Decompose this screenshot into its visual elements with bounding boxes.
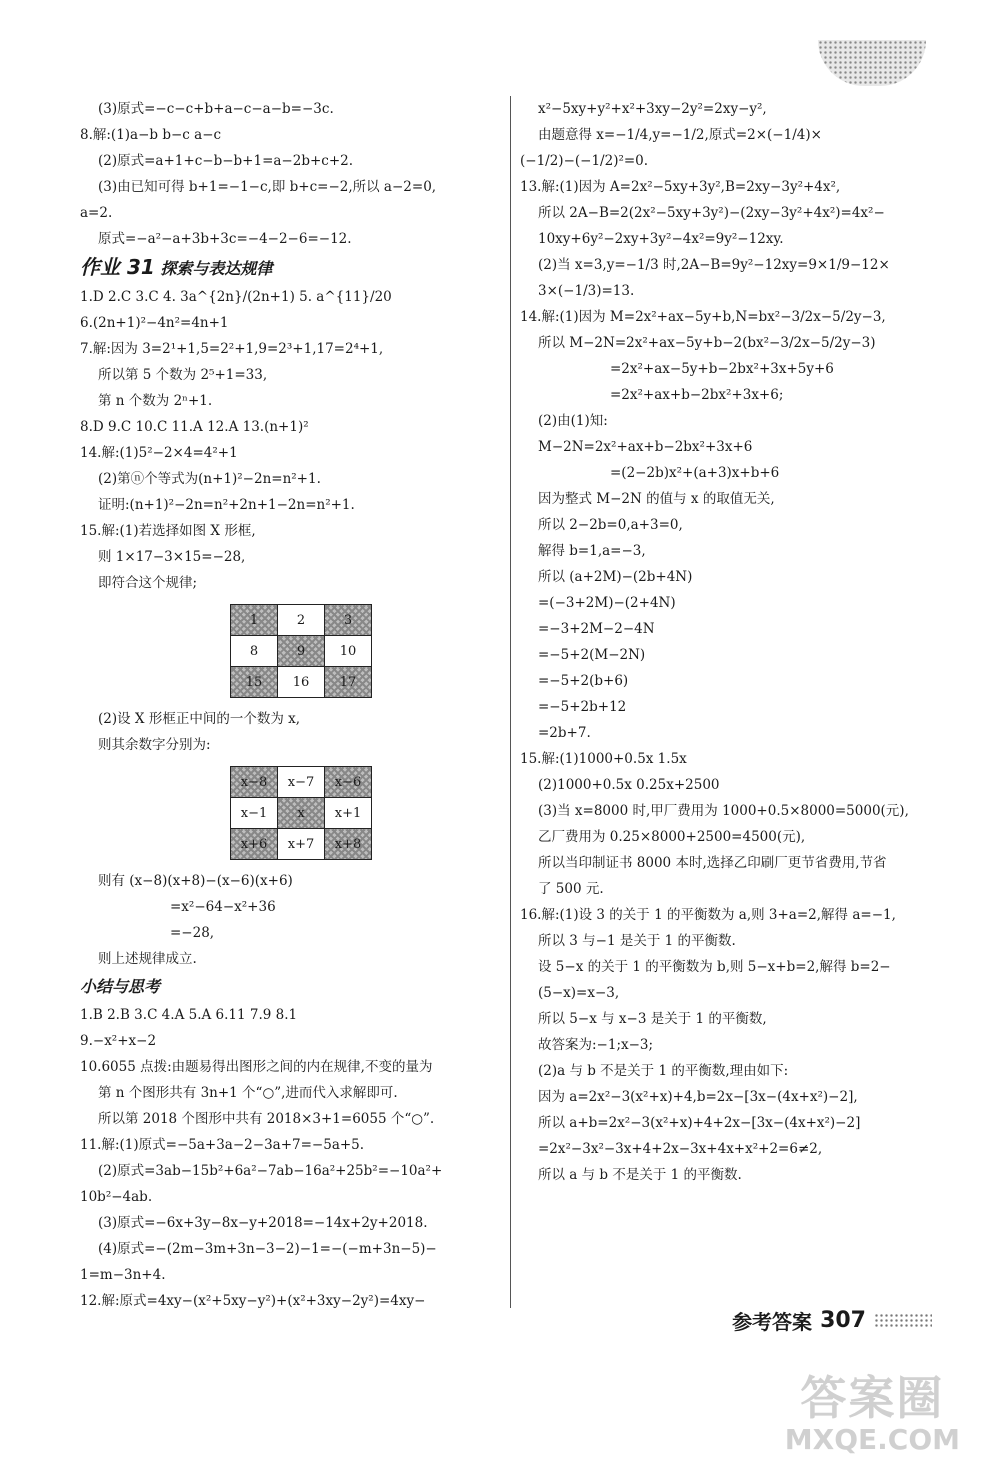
text-line: 第 n 个数为 2ⁿ+1. xyxy=(98,393,213,409)
text-line: 所以 2A−B=2(2x²−5xy+3y²)−(2xy−3y²+4x²)=4x²− xyxy=(538,205,885,221)
text-line: 11.解:(1)原式=−5a+3a−2−3a+7=−5a+5. xyxy=(80,1137,365,1153)
text-line: 6.(2n+1)²−4n²=4n+1 xyxy=(80,315,229,331)
text-line: 第 n 个图形共有 3n+1 个“○”,进而代入求解即可. xyxy=(98,1085,398,1101)
grid-cell: x−7 xyxy=(278,767,325,798)
text-line: 设 5−x 的关于 1 的平衡数为 b,则 5−x+b=2,解得 b=2− xyxy=(538,959,891,975)
text-line: (2)第ⓝ个等式为(n+1)²−2n=n²+1. xyxy=(98,471,321,487)
text-line: =−28, xyxy=(170,925,215,941)
grid-cell: 16 xyxy=(278,667,325,698)
watermark xyxy=(785,1372,960,1456)
text-line: 则有 (x−8)(x+8)−(x−6)(x+6) xyxy=(98,873,293,889)
section-heading xyxy=(80,252,500,284)
text-line: 16.解:(1)设 3 的关于 1 的平衡数为 a,则 3+a=2,解得 a=−1, xyxy=(520,907,896,923)
text-line: =2x²+ax+b−2bx²+3x+6; xyxy=(610,387,784,403)
text-line: 12.解:原式=4xy−(x²+5xy−y²)+(x²+3xy−2y²)=4xy− xyxy=(80,1293,426,1309)
text-line: 所以 M−2N=2x²+ax−5y+b−2(bx²−3/2x−5/2y−3) xyxy=(538,335,876,351)
page-number: 307 xyxy=(820,1308,866,1333)
text-line: 所以 5−x 与 x−3 是关于 1 的平衡数, xyxy=(538,1011,767,1027)
text-line: 10b²−4ab. xyxy=(80,1189,153,1205)
grid-cell: 9 xyxy=(278,636,325,667)
corner-dot-decoration xyxy=(818,40,926,86)
grid-cell: x−8 xyxy=(231,767,278,798)
text-line: 所以 (a+2M)−(2b+4N) xyxy=(538,569,693,585)
text-line: 8.D 9.C 10.C 11.A 12.A 13.(n+1)² xyxy=(80,419,309,435)
text-line: (2)原式=3ab−15b²+6a²−7ab−16a²+25b²=−10a²+ xyxy=(98,1163,443,1179)
text-line: =2x²−3x²−3x+4+2x−3x+4x+x²+2=6≠2, xyxy=(538,1141,823,1157)
text-line: 乙厂费用为 0.25×8000+2500=4500(元), xyxy=(538,829,806,845)
text-line: 15.解:(1)若选择如图 X 形框, xyxy=(80,523,256,539)
watermark-logo-text: 答案圈 xyxy=(800,1371,945,1425)
text-line: 则上述规律成立. xyxy=(98,951,197,967)
grid-cell: 10 xyxy=(325,636,372,667)
text-line: =−5+2b+12 xyxy=(538,699,627,715)
text-line: 1.B 2.B 3.C 4.A 5.A 6.11 7.9 8.1 xyxy=(80,1007,298,1023)
text-line: 解得 b=1,a=−3, xyxy=(538,543,646,559)
grid-cell: x+7 xyxy=(278,829,325,860)
text-line: 1=m−3n+4. xyxy=(80,1267,166,1283)
text-line: 故答案为:−1;x−3; xyxy=(538,1037,654,1053)
grid-cell: x−6 xyxy=(325,767,372,798)
text-line: 所以 3 与−1 是关于 1 的平衡数. xyxy=(538,933,736,949)
text-line: (−1/2)−(−1/2)²=0. xyxy=(520,153,649,169)
text-line: 13.解:(1)因为 A=2x²−5xy+3y²,B=2xy−3y²+4x², xyxy=(520,179,841,195)
text-line: (3)原式=−6x+3y−8x−y+2018=−14x+2y+2018. xyxy=(98,1215,428,1231)
text-line: 所以第 5 个数为 2⁵+1=33, xyxy=(98,367,268,383)
text-line: =(2−2b)x²+(a+3)x+b+6 xyxy=(610,465,780,481)
text-line: 即符合这个规律; xyxy=(98,575,198,591)
grid-cell: 3 xyxy=(325,605,372,636)
text-line: 9.−x²+x−2 xyxy=(80,1033,157,1049)
text-line: =2b+7. xyxy=(538,725,591,741)
text-line: M−2N=2x²+ax+b−2bx²+3x+6 xyxy=(538,439,753,455)
text-line: 3×(−1/3)=13. xyxy=(538,283,635,299)
text-line: =−5+2(b+6) xyxy=(538,673,629,689)
text-line: =x²−64−x²+36 xyxy=(170,899,276,915)
section-number: 作业 31 xyxy=(80,255,155,279)
grid-cell: 1 xyxy=(231,605,278,636)
right-column xyxy=(520,96,950,1188)
grid-cell: x+8 xyxy=(325,829,372,860)
text-line: 8.解:(1)a−b b−c a−c xyxy=(80,127,222,143)
text-line: 15.解:(1)1000+0.5x 1.5x xyxy=(520,751,687,767)
grid-cell: 8 xyxy=(231,636,278,667)
text-line: 所以 a 与 b 不是关于 1 的平衡数. xyxy=(538,1167,742,1183)
text-line: 则其余数字分别为: xyxy=(98,737,211,753)
section-title: 探索与表达规律 xyxy=(160,259,273,278)
text-line: (2)由(1)知: xyxy=(538,413,608,429)
text-line: 了 500 元. xyxy=(538,881,604,897)
number-grid xyxy=(230,604,372,698)
text-line: 由题意得 x=−1/4,y=−1/2,原式=2×(−1/4)× xyxy=(538,127,822,143)
text-line: 10.6055 点拨:由题易得出图形之间的内在规律,不变的量为 xyxy=(80,1059,433,1075)
text-line: (2)当 x=3,y=−1/3 时,2A−B=9y²−12xy=9×1/9−12× xyxy=(538,257,890,273)
column-divider xyxy=(510,96,511,1308)
text-line: (2)原式=a+1+c−b−b+1=a−2b+c+2. xyxy=(98,153,354,169)
text-line: 所以第 2018 个图形中共有 2018×3+1=6055 个“○”. xyxy=(98,1111,435,1127)
text-line: 所以当印制证书 8000 本时,选择乙印刷厂更节省费用,节省 xyxy=(538,855,887,871)
text-line: 所以 a+b=2x²−3(x²+x)+4+2x−[3x−(4x+x²)−2] xyxy=(538,1115,861,1131)
grid-cell: x+1 xyxy=(325,798,372,829)
text-line: 证明:(n+1)²−2n=n²+2n+1−2n=n²+1. xyxy=(98,497,355,513)
text-line: x²−5xy+y²+x²+3xy−2y²=2xy−y², xyxy=(538,101,767,117)
grid-cell: x xyxy=(278,798,325,829)
footer-label: 参考答案 xyxy=(732,1310,813,1334)
text-line: a=2. xyxy=(80,205,113,221)
grid-cell: x−1 xyxy=(231,798,278,829)
grid-cell: 15 xyxy=(231,667,278,698)
text-line: =2x²+ax−5y+b−2bx²+3x+5y+6 xyxy=(610,361,834,377)
text-line: 原式=−a²−a+3b+3c=−4−2−6=−12. xyxy=(98,231,352,247)
text-line: 1.D 2.C 3.C 4. 3a^{2n}/(2n+1) 5. a^{11}/20 xyxy=(80,289,392,305)
section-heading xyxy=(80,972,500,1002)
grid-cell: 2 xyxy=(278,605,325,636)
text-line: 因为 a=2x²−3(x²+x)+4,b=2x−[3x−(4x+x²)−2], xyxy=(538,1089,858,1105)
text-line: (5−x)=x−3, xyxy=(538,985,620,1001)
text-line: =−3+2M−2−4N xyxy=(538,621,655,637)
text-line: 所以 2−2b=0,a+3=0, xyxy=(538,517,683,533)
text-line: 10xy+6y²−2xy+3y²−4x²=9y²−12xy. xyxy=(538,231,784,247)
left-column xyxy=(80,96,500,1314)
page-footer xyxy=(732,1306,932,1335)
text-line: 则 1×17−3×15=−28, xyxy=(98,549,246,565)
text-line: 7.解:因为 3=2¹+1,5=2²+1,9=2³+1,17=2⁴+1, xyxy=(80,341,384,357)
text-line: (4)原式=−(2m−3m+3n−3−2)−1=−(−m+3n−5)− xyxy=(98,1241,437,1257)
section-title: 小结与思考 xyxy=(80,977,161,996)
text-line: 14.解:(1)5²−2×4=4²+1 xyxy=(80,445,238,461)
text-line: =−5+2(M−2N) xyxy=(538,647,646,663)
text-line: (3)由已知可得 b+1=−1−c,即 b+c=−2,所以 a−2=0, xyxy=(98,179,437,195)
grid-cell: 17 xyxy=(325,667,372,698)
text-line: (3)当 x=8000 时,甲厂费用为 1000+0.5×8000=5000(元), xyxy=(538,803,909,819)
footer-dot-decoration xyxy=(874,1313,932,1329)
text-line: (2)a 与 b 不是关于 1 的平衡数,理由如下: xyxy=(538,1063,789,1079)
text-line: (2)1000+0.5x 0.25x+2500 xyxy=(538,777,720,793)
text-line: (2)设 X 形框正中间的一个数为 x, xyxy=(98,711,301,727)
text-line: 14.解:(1)因为 M=2x²+ax−5y+b,N=bx²−3/2x−5/2y−3, xyxy=(520,309,886,325)
variable-grid xyxy=(230,766,372,860)
text-line: 因为整式 M−2N 的值与 x 的取值无关, xyxy=(538,491,775,507)
grid-cell: x+6 xyxy=(231,829,278,860)
watermark-url: MXQE.COM xyxy=(784,1423,960,1456)
text-line: (3)原式=−c−c+b+a−c−a−b=−3c. xyxy=(98,101,334,117)
text-line: =(−3+2M)−(2+4N) xyxy=(538,595,676,611)
